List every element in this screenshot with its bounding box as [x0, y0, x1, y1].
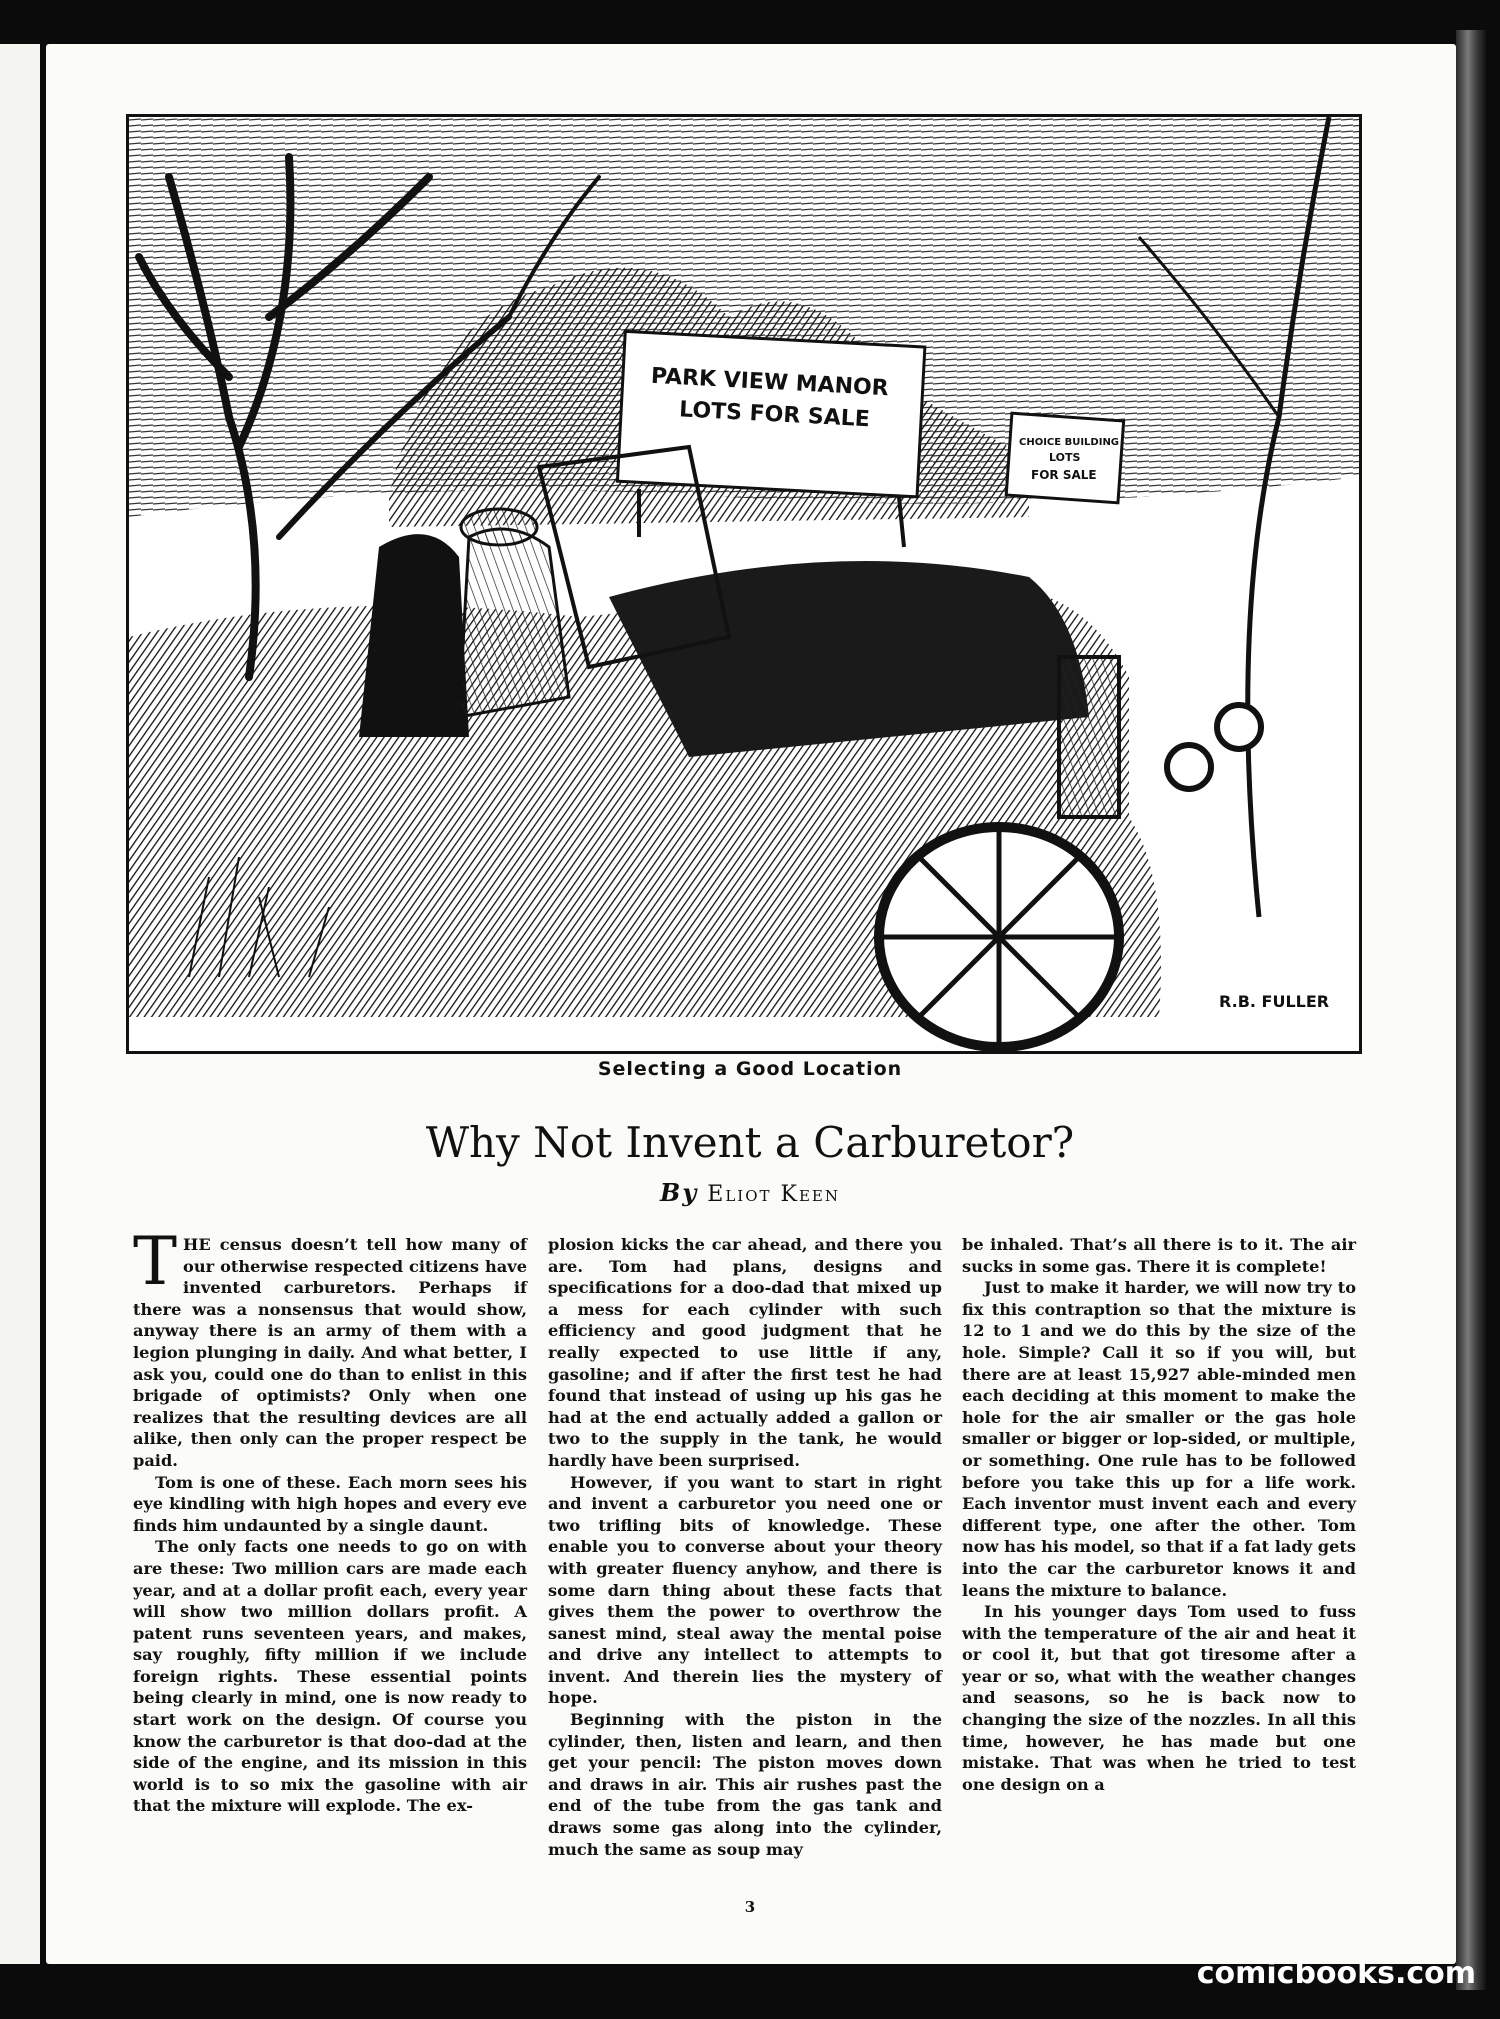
paragraph: In his younger days Tom used to fuss with the temperature of the air and heat it or cool it, but that got tiresome after a year or so, what with the weather changes and seasons, so he is back now to changing the size of the nozzles. In all this time, however, he has made but one mistake. That was when he tried to test one design on a	[962, 1602, 1356, 1794]
choice-lots-sign	[1006, 413, 1123, 503]
article-title: Why Not Invent a Carburetor?	[425, 1118, 1075, 1167]
paragraph-text: HE census doesn’t tell how many of our otherwise respected citizens have invented carburetors. Perhaps if there was a nonsensus that would show, anyway there is an army of them with a legion plunging in daily. And what better, I ask you, could one do than to enlist in this brigade of optimists? Only when one realizes that the resulting devices are all alike, then only can the proper respect be paid.	[133, 1235, 527, 1470]
column-3	[962, 1234, 1356, 1795]
book-spine	[1456, 30, 1486, 1990]
radiator	[1059, 657, 1119, 817]
watermark: comicbooks.com	[1196, 1956, 1476, 1991]
sign-small-line3: FOR SALE	[1031, 468, 1097, 482]
facing-page-edge	[0, 44, 40, 1964]
paragraph: However, if you want to start in right and invent a carburetor you need one or two trifling bits of knowledge. These enable you to converse about your theory with greater fluency anyhow, and there is some darn thing about these facts that gives them the power to overthrow the sanest mind, steal away the mental poise and drive any intellect to attempts to invent. And therein lies the mystery of hope.	[548, 1472, 942, 1708]
sign-small-line2: LOTS	[1049, 451, 1081, 464]
sign-main-line2: LOTS FOR SALE	[678, 397, 871, 433]
pen-ink-illustration	[126, 114, 1362, 1054]
headlamp	[1167, 745, 1211, 789]
paragraph: The only facts one needs to go on with are these: Two million cars are made each year, and at a dollar profit each, every year will show two million dollars profit. A patent runs seventeen years, and makes, say roughly, fifty million if we include foreign rights. These essential points being clearly in mind, one is now ready to start work on the design. Of course you know the carburetor is that doo-dad at the side of the engine, and its mission in this world is to so mix the gasoline with air that the mixture will explode. The ex-	[133, 1537, 527, 1816]
illustration-drawing	[129, 117, 1359, 1051]
paragraph: plosion kicks the car ahead, and there you are. Tom had plans, designs and specifications for a doo-dad that mixed up a mess for each cylinder with such efficiency and good judgment that he really expected to use little if any, gasoline; and if after the first test he had found that instead of using up his gas he had at the end actually added a gallon or two to the supply in the tank, he would hardly have been surprised.	[548, 1235, 942, 1470]
sign-small-line1: CHOICE BUILDING	[1019, 437, 1120, 448]
column-1	[133, 1223, 527, 1817]
paragraph: Just to make it harder, we will now try to fix this contraption so that the mixture is 12 to 1 and we do this by the size of the hole. Simple? Call it so if you will, but there are at least 15,927 able-minded men each deciding at this moment to make the hole for the air smaller or the gas hole smaller or bigger or lop-sided, or multiple, or something. One rule has to be followed before you take this up for a life work. Each inventor must invent each and every different type, one after the other. Tom now has his model, so that if a fat lady gets into the car the carburetor knows it and leans the mixture to balance.	[962, 1278, 1356, 1600]
paragraph	[133, 1223, 527, 1472]
byline	[0, 1178, 1500, 1207]
sign-main-line1: PARK VIEW MANOR	[650, 363, 890, 402]
paragraph: be inhaled. That’s all there is to it. The air sucks in some gas. There it is complete!	[962, 1235, 1356, 1276]
headlamp-2	[1217, 705, 1261, 749]
byline-by: By	[660, 1178, 699, 1207]
column-2	[548, 1234, 942, 1860]
byline-author: Eliot Keen	[707, 1182, 840, 1207]
paragraph: Beginning with the piston in the cylinder, then, listen and learn, and then get your pencil: The piston moves down and draws in air. This air rushes past the end of the tube from the gas tank and draws some gas along into the cylinder, much the same as soup may	[548, 1710, 942, 1859]
drop-cap: T	[133, 1223, 178, 1300]
artist-signature: R.B. FULLER	[1219, 992, 1330, 1011]
paragraph: Tom is one of these. Each morn sees his eye kindling with high hopes and every eve finds him undaunted by a single daunt.	[133, 1472, 527, 1535]
illustration-caption: Selecting a Good Location	[597, 1058, 903, 1080]
page-number: 3	[744, 1898, 756, 1916]
